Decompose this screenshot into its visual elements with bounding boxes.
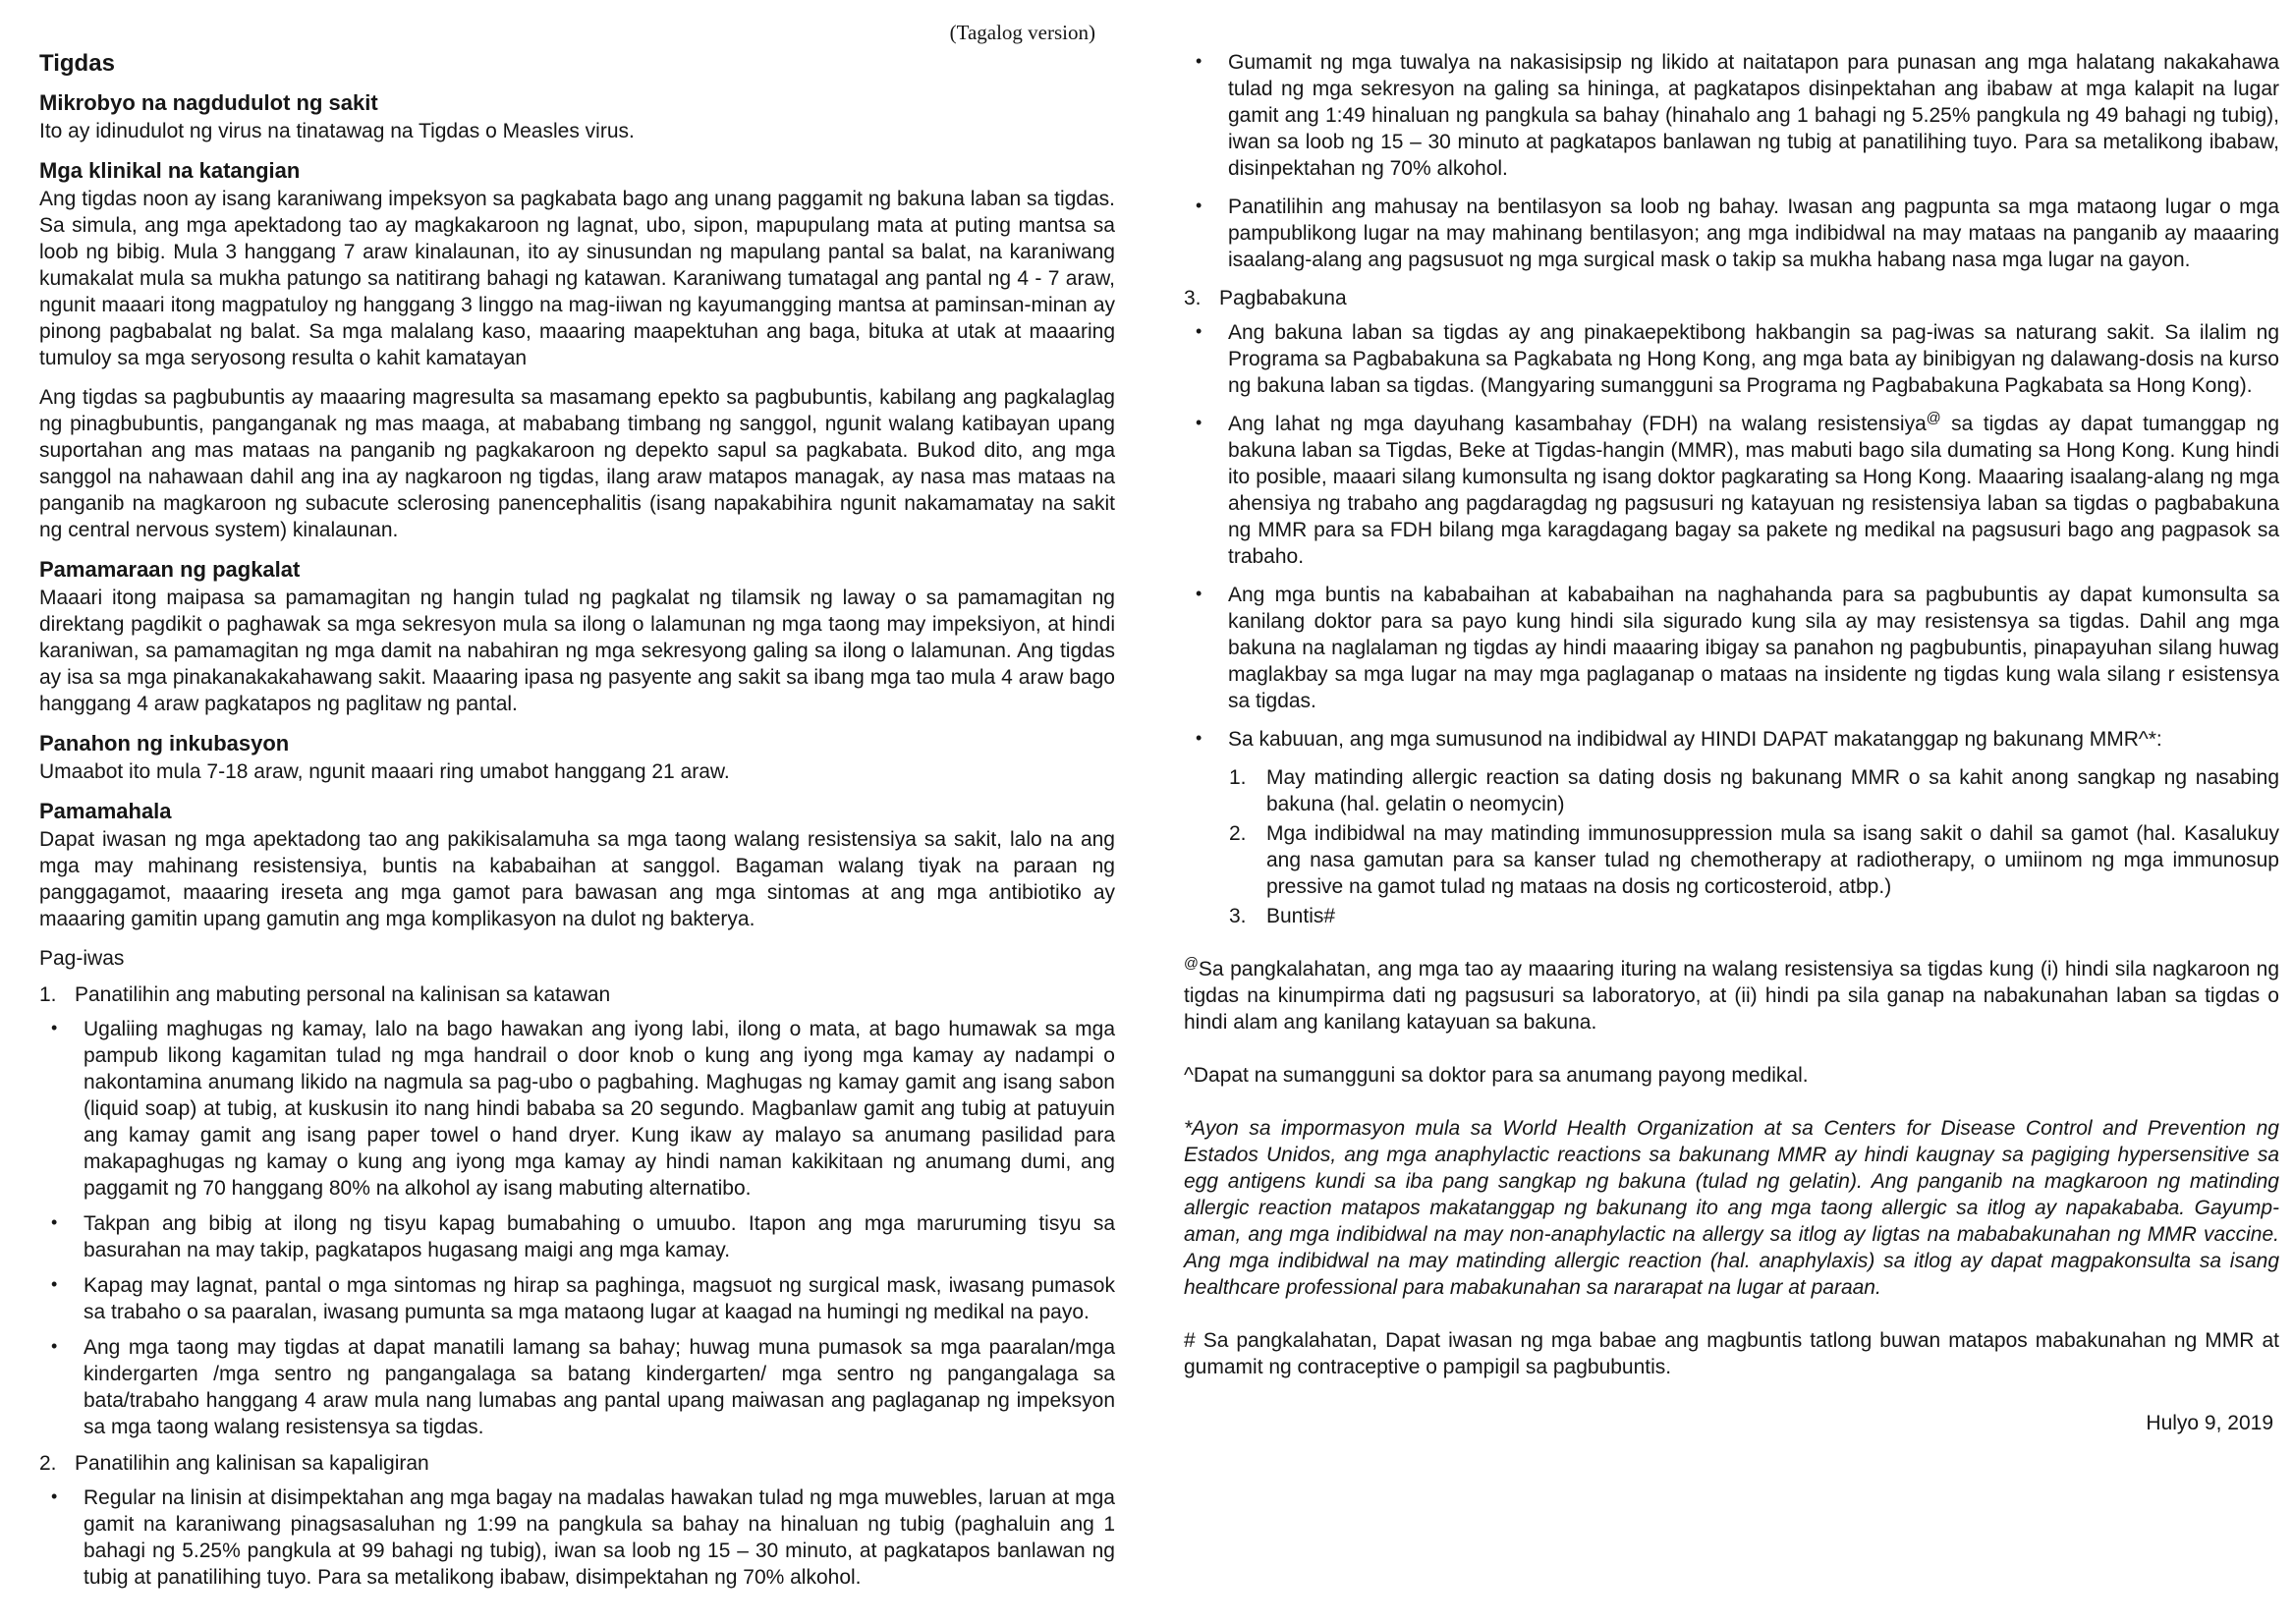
heading-incubation: Panahon ng inkubasyon [39, 731, 290, 756]
prevention-item-2 [39, 1450, 1115, 1477]
bullet-cover-mouth: • Takpan ang bibig at ilong ng tisyu kapag bumabahing o umuubo. Itapon ang mga maruruming tisyu sa basurahan na may takip, pagkatapos hugasang maigi ang mga kamay. [39, 1210, 1115, 1263]
transmission-body: Maaari itong maipasa sa pamamagitan ng hangin tulad ng pagkalat ng tilamsik ng laway o sa pamamagitan ng direktang pagdikit o paghawak sa mga sekresyon mula sa ilong o lalamunan ng mga taong may impeksiyon, at hindi karaniwan, sa pamamagitan ng mga damit na nabahiran ng mga sekresyong galing sa ilong o lalamunan. Ang tigdas ay isa sa mga pinakanakakahawang sakit. Maaaring ipasa ng pasyente ang sakit sa ibang mga tao mula 4 araw bago hanggang 4 araw pagkatapos ng paglitaw ng pantal. [39, 587, 1115, 715]
bullet-fdh-vaccine [1184, 411, 2279, 570]
prevention-item-1 [39, 981, 1115, 1008]
bullet-disposable-towels: • Gumamit ng mga tuwalya na nakasisipsip ng likido at naitatapon para punasan ang mga halatang nakakahawa tulad ng mga sekresyon na galing sa hininga, at pagkatapos disinpektahan ang ibabaw at mga kalapit na lugar gamit ang 1:49 hinaluan ng pangkula sa bahay (hinahalo ang 1 bahagi ng 5.25% pangkula ng 49 bahagi ng tubig), iwan sa loob ng 15 – 30 minuto at pagkatapos banlawan ng tubig at panatilihing tuyo. Para sa metalikong ibabaw, disinpektahan ng 70% alkohol. [1184, 49, 2279, 182]
footnote-at [1184, 956, 2279, 1036]
bullet-contraindications-intro: • Sa kabuuan, ang mga sumusunod na indibidwal ay HINDI DAPAT makatanggap ng bakunang MMR^*: [1184, 726, 2279, 753]
pathogen-body: Ito ay idinudulot ng virus na tinatawag na Tigdas o Measles virus. [39, 120, 635, 142]
item-title: Pagbabakuna [1219, 287, 1347, 309]
bullet-vaccine-programme: • Ang bakuna laban sa tigdas ay ang pinakaepektibong hakbangin sa pag-iwas sa naturang sakit. Sa ilalim ng Programa sa Pagbabakuna sa Pagkabata ng Hong Kong, ang mga bata ay binibigyan ng dalawang-dosis na kurso ng bakuna laban sa tigdas. (Mangyaring sumangguni sa Programa ng Pagbabakuna Pagkabata sa Hong Kong). [1184, 319, 2279, 399]
left-column [39, 20, 1115, 1624]
right-column [1184, 20, 2279, 1624]
bullet-ventilation: • Panatilihin ang mahusay na bentilasyon sa loob ng bahay. Iwasan ang pagpunta sa mga mataong lugar o mga pampublikong lugar na may mahinang bentilasyon; ang mga indibidwal na may mataas na panganib ay maaaring isaalang-alang ang pagsusuot ng mga surgical mask o takip sa mukha habang nasa mga lugar na gayon. [1184, 194, 2279, 273]
bullet-wear-mask: • Kapag may lagnat, pantal o mga sintomas ng hirap sa paghinga, magsuot ng surgical mask, iwasang pumasok sa trabaho o sa paaralan, iwasang pumunta sa mga mataong lugar at kaagad na humingi ng medikal na payo. [39, 1272, 1115, 1325]
heading-management: Pamamahala [39, 799, 172, 823]
contraindication-1 [1184, 764, 2279, 817]
heading-pathogen: Mikrobyo na nagdudulot ng sakit [39, 90, 378, 115]
at-superscript: @ [1926, 411, 1941, 426]
item-number: 1. [1229, 766, 1247, 789]
incubation-body: Umaabot ito mula 7-18 araw, ngunit maaari ring umabot hanggang 21 araw. [39, 760, 730, 783]
bullet-clean-disinfect: • Regular na linisin at disimpektahan ang mga bagay na madalas hawakan tulad ng mga muwebles, laruan at mga gamit na karaniwang pinagsasaluhan ng 1:99 na pangkula sa bahay na hinaluan ng tubig (paghaluin ang 1 bahagi ng 5.25% pangkula at 99 bahagi ng tubig), iwan sa loob ng 15 – 30 minuto, at pagkatapos banlawan ng tubig at panatilihing tuyo. Para sa metalikong ibabaw, disimpektahan ng 70% alkohol. [39, 1484, 1115, 1591]
item-title: Panatilihin ang mabuting personal na kalinisan sa katawan [75, 983, 611, 1006]
management-body: Dapat iwasan ng mga apektadong tao ang pakikisalamuha sa mga taong walang resistensiya sa sakit, lalo na ang mga may mahinang resistensiya, buntis na kababaihan at sanggol. Bagaman walang tiyak na paraan ng panggagamot, maaaring ireseta ang mga gamot para bawasan ang mga sintomas at ang mga antibiotiko ay maaaring gamitin upang gamutin ang mga komplikasyon na dulot ng bakterya. [39, 828, 1115, 930]
heading-transmission: Pamamaraan ng pagkalat [39, 557, 301, 582]
fdh-text-pre: Ang lahat ng mga dayuhang kasambahay (FDH) na walang resistensiya [1228, 413, 1927, 435]
item-title: Panatilihin ang kalinisan sa kapaligiran [75, 1452, 429, 1475]
contraindication-3 [1184, 903, 2279, 929]
heading-clinical-features: Mga klinikal na katangian [39, 158, 301, 183]
footnote-caret: ^Dapat na sumangguni sa doktor para sa anumang payong medikal. [1184, 1064, 1809, 1087]
prevention-label: Pag-iwas [39, 947, 125, 970]
version-note: (Tagalog version) [949, 21, 1095, 44]
item-number: 3. [1229, 905, 1247, 927]
document-date: Hulyo 9, 2019 [2146, 1412, 2273, 1434]
contraindication-text: Mga indibidwal na may matinding immunosuppression mula sa isang sakit o dahil sa gamot (hal. Kasalukuy ang nasa gamutan para sa kanser tulad ng chemotherapy at radiotherapy, o umiinom ng mga immunosup pressive na gamot tulad ng mataas na dosis ng corticosteroid, atbp.) [1266, 822, 2279, 898]
contraindication-2 [1184, 820, 2279, 900]
bullet-hand-hygiene: • Ugaliing maghugas ng kamay, lalo na bago hawakan ang iyong labi, ilong o mata, at bago humawak sa mga pampub likong kagamitan tulad ng mga handrail o door knob o kung ang iyong mga kamay ay nadampi o nakontamina anumang likido na nagmula sa pag-ubo o pagbahing. Maghugas ng kamay gamit ang isang sabon (liquid soap) at tubig, at kuskusin ito nang hindi bababa sa 20 segundo. Magbanlaw gamit ang tubig at patuyuin ang kamay gamit ang isang paper towel o hand dryer. Kung ikaw ay malayo sa anumang pasilidad para makapaghugas ng kamay o kung ang iyong mga kamay ay hindi naman kakikitaan ng anumang dumi, ang paggamit ng 70 hanggang 80% na alkohol ay isang mabuting alternatibo. [39, 1016, 1115, 1202]
footnote-hash: # Sa pangkalahatan, Dapat iwasan ng mga babae ang magbuntis tatlong buwan matapos mabakunahan ng MMR at gumamit ng contraceptive o pampigil sa pagbubuntis. [1184, 1329, 2279, 1378]
footnote-at-text: Sa pangkalahatan, ang mga tao ay maaaring ituring na walang resistensiya sa tigdas kung (i) hindi sila nagkaroon ng tigdas na kinumpirma dati ng pagsusuri sa laboratoryo, at (ii) hindi pa sila ganap na nabakunahan laban sa tigdas o hindi alam ang kanilang katayuan sa bakuna. [1184, 958, 2279, 1034]
item-number: 2. [1229, 822, 1247, 845]
page-title: Tigdas [39, 50, 115, 77]
clinical-body-2: Ang tigdas sa pagbubuntis ay maaaring magresulta sa masamang epekto sa pagbubuntis, kabilang ang pagkalaglag ng pinagbubuntis, panganganak ng mas maaga, at mababang timbang ng sanggol, ngunit walang katibayan upang suportahan ang mas mataas na panganib ng pagkakaroon ng depekto sapul sa pagkabata. Bukod dito, ang mga sanggol na nahawaan dahil ang ina ay nagkaroon ng tigdas, ilang araw matapos managak, ay nasa mas mataas na panganib na magkaroon ng subacute sclerosing panencephalitis (isang napakabihira ngunit nakamamatay na sakit ng central nervous system) kinalaunan. [39, 386, 1115, 541]
item-number: 1. [39, 983, 57, 1006]
bullet-pregnant-women: • Ang mga buntis na kababaihan at kababaihan na naghahanda para sa pagbubuntis ay dapat kumonsulta sa kanilang doktor para sa payo kung hindi sila sigurado kung sila ay may resistensya sa tigdas. Dahil ang mga bakuna na naglalaman ng tigdas ay hindi maaaring ibigay sa panahon ng pagbubuntis, pinapayuhan silang huwag maglakbay sa mga lugar na may mga paglaganap o mataas na insidente ng tigdas kung wala silang r esistensya sa tigdas. [1184, 582, 2279, 714]
contraindication-text: Buntis# [1266, 905, 1336, 927]
item-number: 3. [1184, 287, 1202, 309]
contraindication-text: May matinding allergic reaction sa dating dosis ng bakunang MMR o sa kahit anong sangkap ng nasabing bakuna (hal. gelatin o neomycin) [1266, 766, 2279, 815]
bullet-stay-home: • Ang mga taong may tigdas at dapat manatili lamang sa bahay; huwag muna pumasok sa mga paaralan/mga kindergarten /mga sentro ng pangangalaga sa batang kindergarten/ mga sentro ng pangangalaga sa bata/trabaho hanggang 4 araw mula nang lumabas ang pantal upang maiwasan ang paglaganap ng impeksyon sa mga taong walang resistensya sa tigdas. [39, 1334, 1115, 1440]
item-number: 2. [39, 1452, 57, 1475]
prevention-item-3 [1184, 285, 2279, 311]
clinical-body-1: Ang tigdas noon ay isang karaniwang impeksyon sa pagkabata bago ang unang paggamit ng bakuna laban sa tigdas. Sa simula, ang mga apektadong tao ay magkakaroon ng lagnat, ubo, sipon, mapupulang mata at puting mantsa sa loob ng bibig. Mula 3 hanggang 7 araw kinalaunan, ito ay sinusundan ng mapulang pantal sa balat, na karaniwang kumakalat mula sa mukha patungo sa natitirang bahagi ng katawan. Karaniwang tumatagal ang pantal ng 4 - 7 araw, ngunit maaari itong magpatuloy ng hanggang 3 linggo na mag-iiwan ng kayumangging mantsa at paminsan-minan ay pinong pagbabalat ng balat. Sa mga malalang kaso, maaaring maapektuhan ang baga, bituka at utak at maaaring tumuloy sa mga seryosong resulta o kahit kamatayan [39, 188, 1115, 369]
footnote-asterisk: *Ayon sa impormasyon mula sa World Health Organization at sa Centers for Disease Control and Prevention ng Estados Unidos, ang mga anaphylactic reactions sa bakunang MMR ay hindi kaugnay sa pagiging hypersensitive sa egg antigens kundi sa iba pang sangkap ng bakuna (tulad ng gelatin). Ang panganib na magkaroon ng matinding allergic reaction matapos makatanggap ng bakunang ito ang mga taong allergic sa itlog ay napakababa. Gayump-aman, ang mga indibidwal na may non-anaphylactic na allergy sa itlog ay ligtas na mababakunahan ng MMR vaccine. Ang mga indibidwal na may matinding allergic reaction (hal. anaphylaxis) sa itlog ay dapat magpakonsulta sa isang healthcare professional para mabakunahan sa nararapat na lugar at paraan. [1184, 1117, 2279, 1299]
at-superscript: @ [1184, 956, 1199, 972]
fdh-text-post: sa tigdas ay dapat tumanggap ng bakuna laban sa Tigdas, Beke at Tigdas-hangin (MMR), mas mabuti bago sila dumating sa Hong Kong. Kung hindi ito posible, maaari silang kumonsulta ng isang doktor pagkarating sa Hong Kong. Maaaring isaalang-alang ng mga ahensiya ng trabaho ang pagdaragdag ng pagsusuri ng katayuan ng resistensiya laban sa tigdas o pagbabakuna ng MMR para sa FDH bilang mga karagdagang bagay sa pakete ng medikal na pagsusuri bago ang pagpasok sa trabaho. [1228, 413, 2280, 568]
